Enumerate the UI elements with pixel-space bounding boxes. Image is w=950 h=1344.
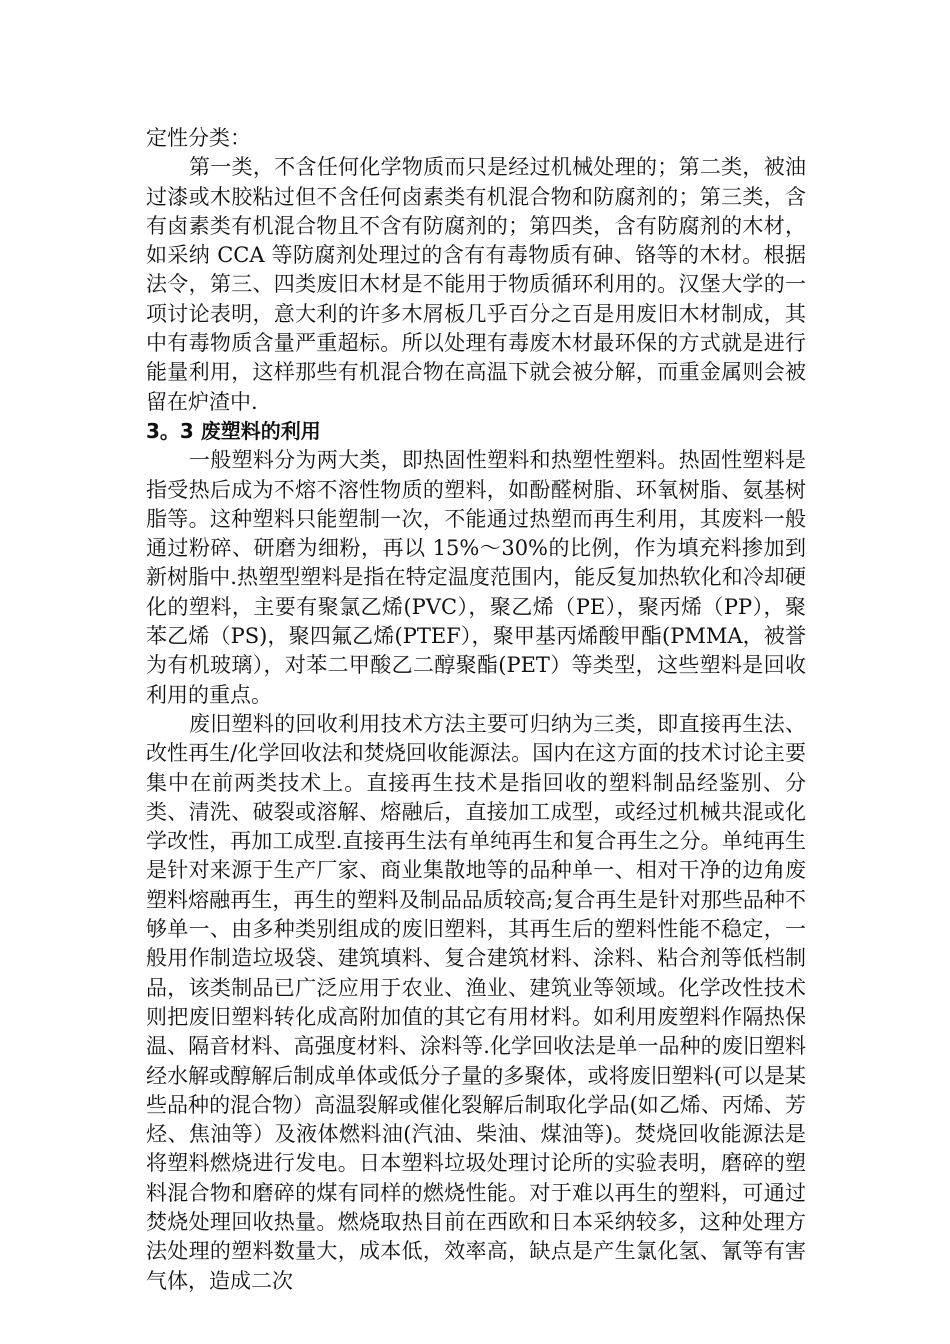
document-page (146, 124, 806, 1296)
paragraph-plastic-recycling-methods: 废旧塑料的回收利用技术方法主要可归纳为三类，即直接再生法、改性再生/化学回收法和焚烧回收能源法。国内在这方面的技术讨论主要集中在前两类技术上。直接再生技术是指回收的塑料制品经鉴别、分类、清洗、破裂或溶解、熔融后，直接加工成型，或经过机械共混或化学改性，再加工成型.直接再生法有单纯再生和复合再生之分。单纯再生是针对来源于生产厂家、商业集散地等的品种单一、相对干净的边角废塑料熔融再生，再生的塑料及制品品质较高;复合再生是针对那些品种不够单一、由多种类别组成的废旧塑料，其再生后的塑料性能不稳定，一般用作制造垃圾袋、建筑填料、复合建筑材料、涂料、粘合剂等低档制品，该类制品已广泛应用于农业、渔业、建筑业等领域。化学改性技术则把废旧塑料转化成高附加值的其它有用材料。如利用废塑料作隔热保温、隔音材料、高强度材料、涂料等.化学回收法是单一品种的废旧塑料经水解或醇解后制成单体或低分子量的多聚体，或将废旧塑料(可以是某些品种的混合物）高温裂解或催化裂解后制取化学品(如乙烯、丙烯、芳烃、焦油等）及液体燃料油(汽油、柴油、煤油等)。焚烧回收能源法是将塑料燃烧进行发电。日本塑料垃圾处理讨论所的实验表明，磨碎的塑料混合物和磨碎的煤有同样的燃烧性能。对于难以再生的塑料，可通过焚烧处理回收热量。燃烧取热目前在西欧和日本采纳较多，这种处理方法处理的塑料数量大，成本低，效率高，缺点是产生氯化氢、氰等有害气体，造成二次 (146, 711, 806, 1293)
paragraph-classification-intro: 定性分类： (146, 126, 251, 150)
paragraph-wood-categories: 第一类，不含任何化学物质而只是经过机械处理的；第二类，被油过漆或木胶粘过但不含任何卤素类有机混合物和防腐剂的；第三类，含有卤素类有机混合物且不含有防腐剂的；第四类，含有防腐剂的木材，如采纳 CCA 等防腐剂处理过的含有有毒物质有砷、铬等的木材。根据法令，第三、四类废旧木材是不能用于物质循环利用的。汉堡大学的一项讨论表明，意大利的许多木屑板几乎百分之百是用废旧木材制成，其中有毒物质含量严重超标。所以处理有毒废木材最环保的方式就是进行能量利用，这样那些有机混合物在高温下就会被分解，而重金属则会被留在炉渣中. (146, 155, 806, 414)
paragraph-plastic-types: 一般塑料分为两大类，即热固性塑料和热塑性塑料。热固性塑料是指受热后成为不熔不溶性物质的塑料，如酚醛树脂、环氧树脂、氨基树脂等。这种塑料只能塑制一次，不能通过热塑而再生利用，其废料一般通过粉碎、研磨为细粉，再以 15%～30%的比例，作为填充料掺加到新树脂中.热塑型塑料是指在特定温度范围内，能反复加热软化和冷却硬化的塑料，主要有聚氯乙烯(PVC），聚乙烯（PE），聚丙烯（PP），聚苯乙烯（PS)，聚四氟乙烯(PTEF），聚甲基丙烯酸甲酯(PMMA，被誉为有机玻璃），对苯二甲酸乙二醇聚酯(PET）等类型，这些塑料是回收利用的重点。 (146, 448, 806, 707)
section-heading-plastic-utilization: 3。3 废塑料的利用 (146, 418, 321, 443)
